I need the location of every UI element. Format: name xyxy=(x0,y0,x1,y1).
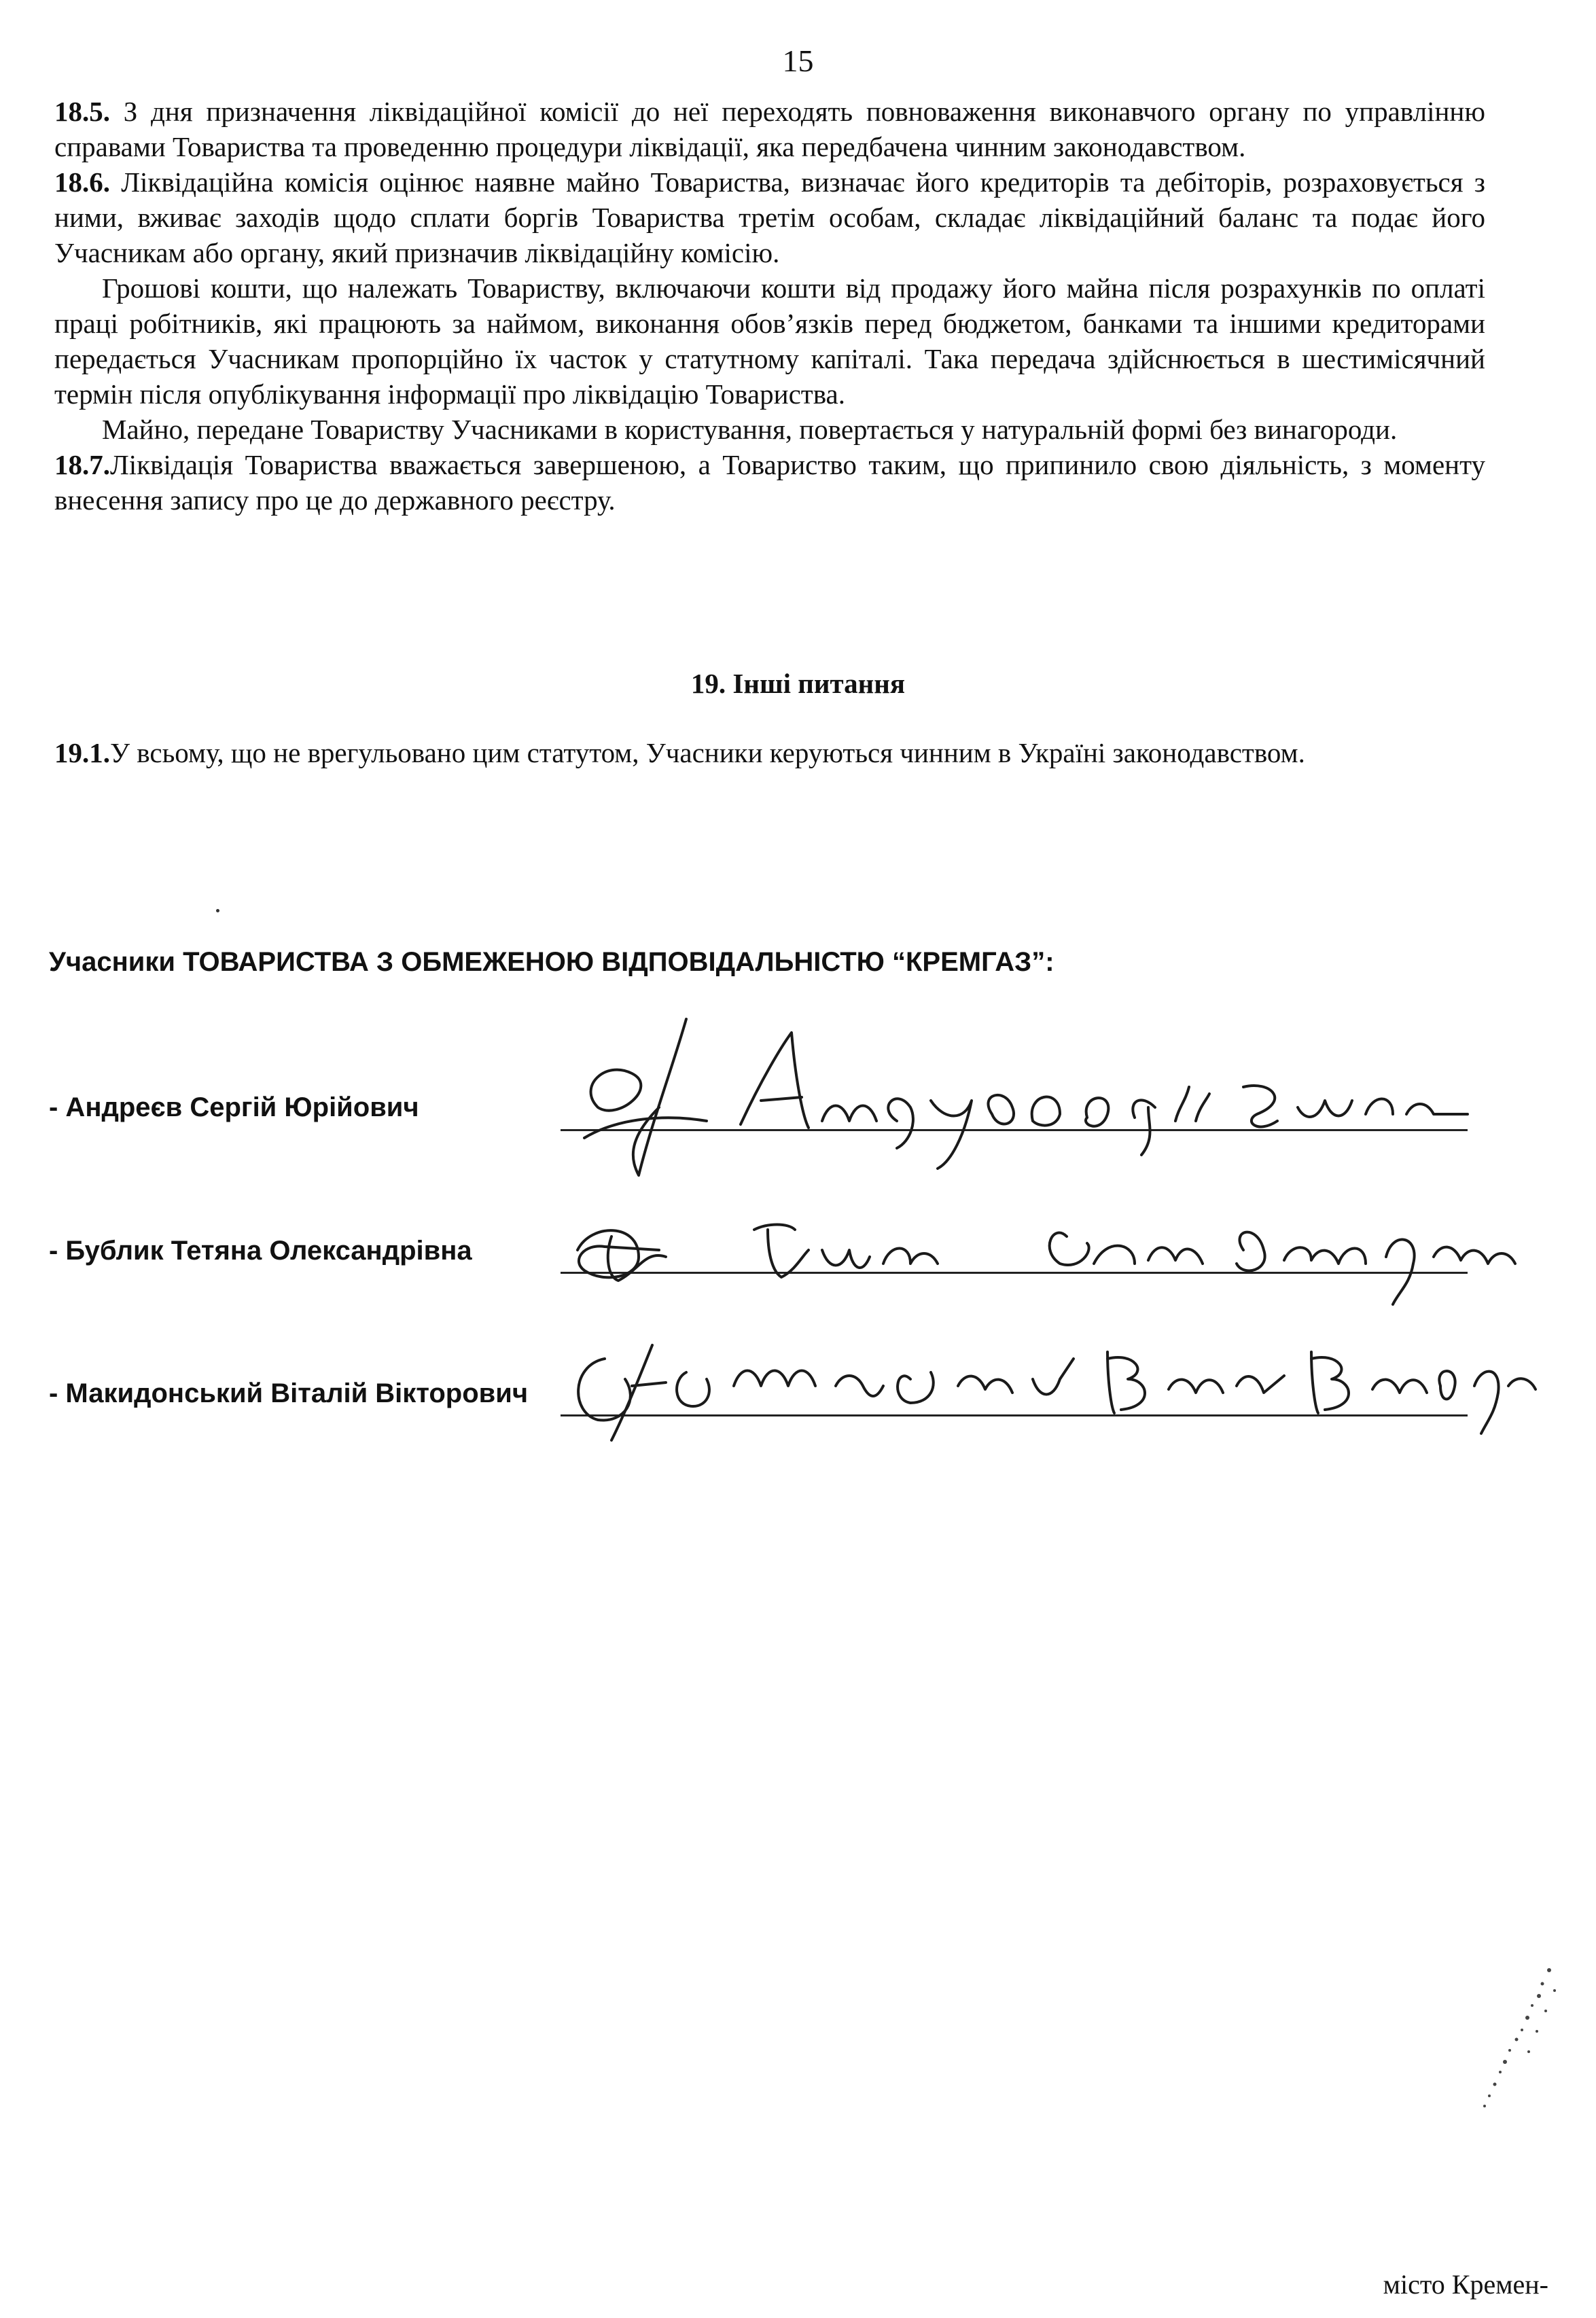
stamp-trace xyxy=(1474,1963,1563,2113)
section-19-text xyxy=(54,735,1485,770)
page-continuation-text: місто Кремен- xyxy=(1383,2269,1548,2300)
clause-number: 18.6. xyxy=(54,166,110,198)
page-number: 15 xyxy=(782,43,814,78)
signature-1 xyxy=(557,1005,1481,1189)
clause-18-7 xyxy=(54,447,1485,518)
scan-speck xyxy=(216,909,219,912)
signature-2 xyxy=(564,1209,1529,1311)
clause-number: 18.5. xyxy=(54,96,110,127)
section-19-heading: 19. Інші питання xyxy=(690,668,906,699)
clause-18-5 xyxy=(54,94,1485,164)
clause-text: З дня призначення ліквідаційної комісії до неї переходять повноваження виконавчого органу по управлінню справами Товариства та проведенню процедури ліквідації, яка передбачена чинним законодавством. xyxy=(54,96,1485,162)
clause-18-6 xyxy=(54,164,1485,270)
clause-text: Ліквідація Товариства вважається завершеною, а Товариство таким, що припинило свою діяльність, з моменту внесення запису про це до державного реєстру. xyxy=(54,449,1485,516)
signer-name-2: - Бублик Тетяна Олександрівна xyxy=(49,1236,472,1266)
signer-name-3: - Макидонський Віталій Вікторович xyxy=(49,1378,529,1408)
signature-3 xyxy=(557,1338,1549,1447)
clause-19-1 xyxy=(54,735,1485,770)
paragraph-property-return: Майно, передане Товариству Учасниками в користування, повертається у натуральній формі без винагороди. xyxy=(102,414,1398,445)
signer-name-1: - Андреєв Сергій Юрійович xyxy=(49,1092,419,1122)
participants-heading: Учасники ТОВАРИСТВА З ОБМЕЖЕНОЮ ВІДПОВІДАЛЬНІСТЮ “КРЕМГАЗ”: xyxy=(49,947,1054,977)
paragraph-money-distribution: Грошові кошти, що належать Товариству, включаючи кошти від продажу його майна після розрахунків по оплаті праці робітників, які працюють за наймом, виконання обов’язків перед бюджетом, банками та іншими кредиторами передається Учасникам пропорційно їх часток у статутному капіталі. Така передача здійснюється в шестимісячний термін після опублікування інформації про ліквідацію Товариства. xyxy=(54,272,1485,410)
clause-number: 18.7. xyxy=(54,449,110,480)
clause-text: У всьому, що не врегульовано цим статутом, Учасники керуються чинним в Україні законодавством. xyxy=(110,737,1305,768)
section-18-text xyxy=(54,94,1485,518)
clause-text: Ліквідаційна комісія оцінює наявне майно Товариства, визначає його кредиторів та дебіторів, розраховується з ними, вживає заходів щодо сплати боргів Товариства третім особам, складає ліквідаційний баланс та подає його Учасникам або органу, який призначив ліквідаційну комісію. xyxy=(54,166,1485,268)
clause-number: 19.1. xyxy=(54,737,110,768)
